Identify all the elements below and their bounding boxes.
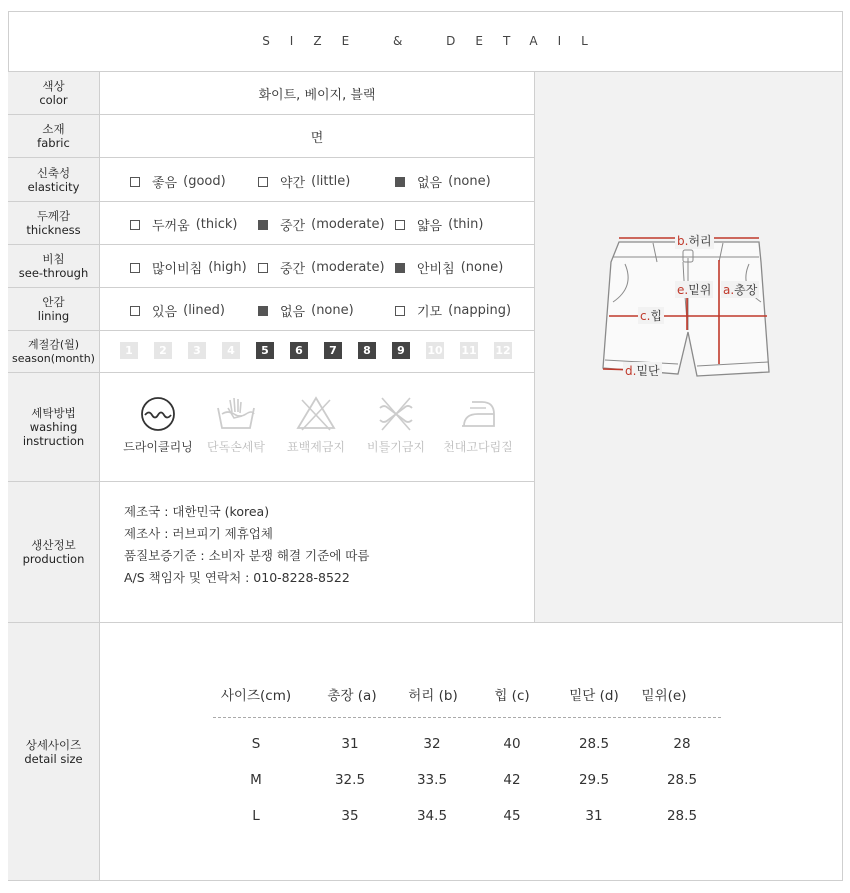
option-en: (none) [311,303,354,318]
wash-label: 천대고다림질 [443,440,513,454]
wash-label: 표백제금지 [287,440,345,454]
dry-clean-icon [138,394,178,434]
label-washing [8,373,99,481]
option [395,172,491,191]
size-header: 힙 (c) [494,688,530,704]
month-badge-active: 9 [392,342,410,359]
month-badge: 3 [188,342,206,359]
label-waist [675,232,714,249]
label-ko: 상세사이즈 [25,737,82,752]
no-wring-icon [374,394,418,434]
size-cell: 29.5 [578,772,610,788]
label-hip [638,307,664,324]
size-cell: 33.5 [416,772,448,788]
size-cell: 28.5 [578,736,610,752]
checkbox-checked [258,220,268,230]
label-letter: d. [625,364,637,378]
label-text: 밑위 [688,283,712,297]
label-ko: 색상 [42,79,65,93]
label-text: 힙 [650,309,663,323]
label-en: instruction [22,434,85,448]
option-en: (good) [183,174,226,189]
label-ko: 소재 [42,122,65,136]
label-elasticity [8,158,99,201]
wash-label: 단독손세탁 [207,440,265,454]
option-ko: 안비침 [417,262,455,277]
checkbox-checked [395,177,405,187]
divider [99,71,100,881]
month-badge: 10 [427,344,443,357]
label-letter: b. [677,234,689,248]
month-badge: 11 [461,344,477,357]
label-length [721,281,759,298]
label-ko: 생산정보 [31,538,76,552]
size-cell: 32 [423,736,441,752]
production-line: 제조사 : 러브피기 제휴업체 [124,526,273,541]
month-badge: 12 [495,344,511,357]
option-ko: 두꺼움 [152,219,190,234]
option-ko: 기모 [417,305,443,320]
option-ko: 얇음 [417,219,443,234]
option [130,301,225,320]
size-cell: 42 [503,772,521,788]
option [130,172,226,191]
label-thickness [8,202,99,244]
label-text: 총장 [734,283,758,297]
size-cell: 31 [341,736,359,752]
month-badge: 1 [120,342,138,359]
production-line: 품질보증기준 : 소비자 분쟁 해결 기준에 따름 [124,548,370,563]
checkbox [395,220,405,230]
size-cell: 32.5 [334,772,366,788]
label-en: production [22,552,85,566]
month-badge: 4 [222,342,240,359]
label-en: washing [29,420,78,434]
size-cell: 34.5 [416,808,448,824]
label-season [8,331,99,372]
wash-label: 드라이클리닝 [123,440,193,454]
option-ko: 많이비침 [152,262,203,277]
production-line: A/S 책임자 및 연락처 : 010-8228-8522 [124,570,350,585]
label-ko: 신축성 [36,165,71,180]
option-ko: 없음 [417,176,443,191]
label-en: season(month) [12,351,95,365]
option [130,215,237,234]
label-ko: 비침 [42,252,65,266]
option [258,258,385,277]
month-badge-active: 7 [324,342,342,359]
option-en: (little) [311,174,351,189]
size-header: 밑위(e) [641,688,687,704]
option [258,172,350,191]
option-ko: 중간 [280,262,306,277]
size-cell: L [252,808,260,824]
label-en: see-through [18,266,89,280]
label-text: 밑단 [636,364,660,378]
no-bleach-icon [294,394,338,434]
month-badge-active: 6 [290,342,308,359]
option-en: (none) [448,174,491,189]
option-ko: 있음 [152,305,178,320]
checkbox [130,177,140,187]
label-size [8,623,99,880]
label-lining [8,288,99,330]
color-value: 화이트, 베이지, 블랙 [258,87,376,103]
option-ko: 없음 [280,305,306,320]
wash-item [438,392,518,455]
label-en: thickness [26,223,81,237]
option [258,301,354,320]
hand-wash-icon [214,394,258,434]
option-en: (high) [208,260,247,275]
label-letter: a. [723,283,735,297]
month-badge-active: 5 [256,342,274,359]
checkbox [130,306,140,316]
size-header: 밑단 (d) [569,688,619,704]
option-en: (lined) [183,303,225,318]
size-header: 허리 (b) [408,688,458,704]
diagram-panel [535,72,842,622]
size-cell: 45 [503,808,521,824]
checkbox [130,220,140,230]
label-en: detail size [24,751,83,766]
wash-item [276,392,356,455]
wash-item [356,392,436,455]
size-header: 총장 (a) [327,688,377,704]
page-title: SIZE & DETAIL [262,34,608,48]
label-production [8,482,99,622]
option [130,258,247,277]
checkbox [130,263,140,273]
option-ko: 약간 [280,176,306,191]
option-en: (napping) [448,303,512,318]
wash-item [118,392,198,455]
option-en: (moderate) [311,260,385,275]
size-header: 사이즈(cm) [220,688,292,704]
label-ko: 안감 [42,295,65,309]
option-en: (thick) [195,217,238,232]
option-en: (moderate) [311,217,385,232]
label-ko: 두께감 [36,209,71,223]
option [258,215,385,234]
size-cell: 28.5 [666,772,698,788]
label-text: 허리 [688,234,712,248]
label-en: color [39,93,68,107]
label-en: elasticity [27,179,80,194]
size-cell: 28.5 [666,808,698,824]
size-cell: S [251,736,261,752]
size-cell: M [250,772,262,788]
label-hem [623,362,662,379]
label-rise [675,281,713,298]
option [395,215,483,234]
wash-label: 비틀기금지 [367,440,425,454]
shorts-diagram [535,72,842,622]
checkbox-checked [258,306,268,316]
option-en: (thin) [448,217,484,232]
label-en: lining [37,309,70,323]
option-ko: 중간 [280,219,306,234]
production-line: 제조국 : 대한민국 (korea) [124,504,270,519]
size-table-divider [213,717,721,718]
size-cell: 35 [341,808,359,824]
option [395,301,511,320]
month-badge: 2 [154,342,172,359]
option [395,258,503,277]
size-cell: 28 [673,736,691,752]
label-seethrough [8,245,99,287]
label-letter: e. [677,283,689,297]
iron-icon [456,394,500,434]
fabric-value: 면 [310,130,324,146]
wash-item [196,392,276,455]
checkbox [258,177,268,187]
option-en: (none) [460,260,504,275]
label-ko: 세탁방법 [31,406,76,420]
label-letter: c. [640,309,651,323]
checkbox [395,306,405,316]
size-cell: 31 [585,808,603,824]
label-en: fabric [37,136,70,150]
label-ko: 계절감(월) [27,337,80,351]
option-ko: 좋음 [152,176,178,191]
label-fabric [8,115,99,157]
label-color [8,72,99,114]
checkbox-checked [395,263,405,273]
size-cell: 40 [503,736,521,752]
month-badge-active: 8 [358,342,376,359]
checkbox [258,263,268,273]
divider [8,622,843,623]
